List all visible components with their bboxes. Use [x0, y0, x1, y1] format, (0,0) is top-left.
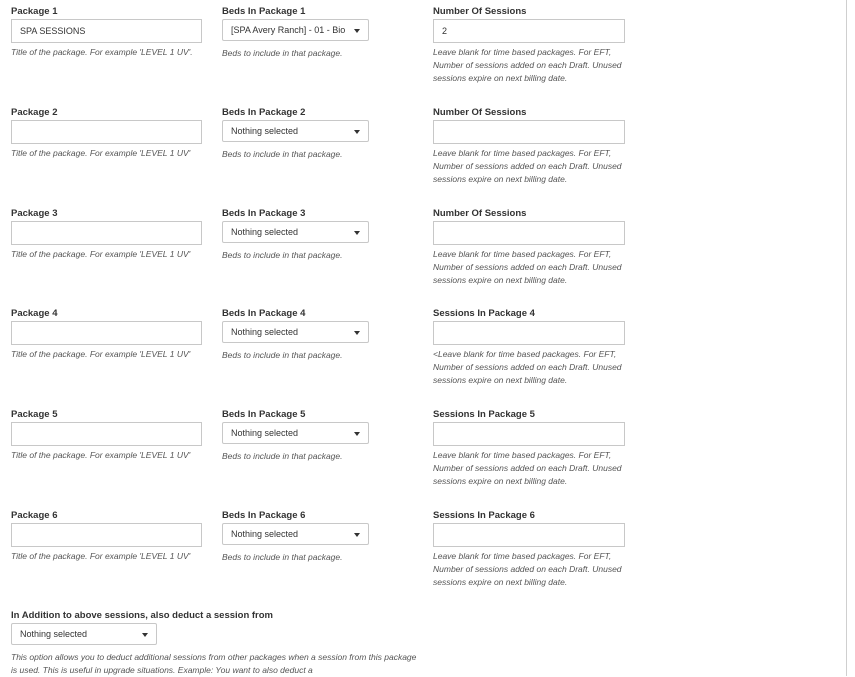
sessions-group-2 — [433, 103, 633, 186]
sessions-help: <Leave blank for time based packages. For EFT, Number of sessions added on each Draft. Unused sessions expire on next billing date. — [433, 349, 622, 385]
package-title-group-1 — [11, 2, 206, 59]
caret-down-icon — [354, 533, 360, 537]
beds-group-6 — [222, 506, 422, 564]
package-title-help: Title of the package. For example 'LEVEL 1 UV' — [11, 551, 191, 561]
additional-deduct-select[interactable] — [11, 623, 157, 645]
package-title-label: Package 1 — [11, 6, 58, 17]
sessions-label: Number Of Sessions — [433, 6, 527, 17]
beds-label: Beds In Package 6 — [222, 510, 306, 521]
additional-deduct-help: This option allows you to deduct additional sessions from other packages when a session from this package is used. This is useful in upgrade situations. Example: You want to also deduct a — [11, 652, 417, 675]
beds-select-value: Nothing selected — [231, 529, 299, 539]
beds-help: Beds to include in that package. — [222, 552, 343, 562]
beds-label: Beds In Package 4 — [222, 308, 306, 319]
beds-group-3 — [222, 204, 422, 262]
package-title-input[interactable] — [11, 120, 202, 144]
beds-select[interactable] — [222, 321, 369, 343]
beds-label: Beds In Package 5 — [222, 409, 306, 420]
beds-select[interactable] — [222, 422, 369, 444]
package-title-group-2 — [11, 103, 206, 160]
beds-select-value: Nothing selected — [231, 126, 299, 136]
beds-select-value: Nothing selected — [231, 428, 299, 438]
beds-help: Beds to include in that package. — [222, 250, 343, 260]
package-title-help: Title of the package. For example 'LEVEL 1 UV' — [11, 450, 191, 460]
package-title-group-3 — [11, 204, 206, 261]
sessions-group-1 — [433, 2, 633, 85]
caret-down-icon — [142, 633, 148, 637]
additional-deduct-select-value: Nothing selected — [20, 629, 88, 639]
sessions-help: Leave blank for time based packages. For EFT, Number of sessions added on each Draft. Unused sessions expire on next billing date. — [433, 551, 622, 587]
beds-select-value: Nothing selected — [231, 327, 299, 337]
sessions-label: Sessions In Package 6 — [433, 510, 535, 521]
beds-select[interactable] — [222, 19, 369, 41]
package-title-label: Package 2 — [11, 107, 58, 118]
package-title-input[interactable] — [11, 19, 202, 43]
package-title-group-4 — [11, 304, 206, 361]
beds-select-value: Nothing selected — [231, 227, 299, 237]
sessions-input[interactable] — [433, 422, 625, 446]
package-title-label: Package 6 — [11, 510, 58, 521]
beds-help: Beds to include in that package. — [222, 48, 343, 58]
beds-help: Beds to include in that package. — [222, 350, 343, 360]
package-title-help: Title of the package. For example 'LEVEL 1 UV' — [11, 249, 191, 259]
sessions-label: Sessions In Package 5 — [433, 409, 535, 420]
sessions-help: Leave blank for time based packages. For EFT, Number of sessions added on each Draft. Unused sessions expire on next billing date. — [433, 450, 622, 486]
beds-select[interactable] — [222, 120, 369, 142]
sessions-group-5 — [433, 405, 633, 488]
beds-label: Beds In Package 2 — [222, 107, 306, 118]
sessions-label: Number Of Sessions — [433, 107, 527, 118]
beds-group-1 — [222, 2, 422, 60]
caret-down-icon — [354, 29, 360, 33]
sessions-group-6 — [433, 506, 633, 589]
beds-help: Beds to include in that package. — [222, 451, 343, 461]
package-title-input[interactable] — [11, 523, 202, 547]
sessions-input[interactable] — [433, 523, 625, 547]
caret-down-icon — [354, 231, 360, 235]
beds-group-5 — [222, 405, 422, 463]
package-title-group-6 — [11, 506, 206, 563]
sessions-input[interactable] — [433, 120, 625, 144]
beds-group-2 — [222, 103, 422, 161]
beds-label: Beds In Package 3 — [222, 208, 306, 219]
sessions-label: Number Of Sessions — [433, 208, 527, 219]
form-right-border — [846, 0, 847, 676]
sessions-label: Sessions In Package 4 — [433, 308, 535, 319]
package-title-label: Package 4 — [11, 308, 58, 319]
sessions-group-4 — [433, 304, 633, 387]
package-title-label: Package 5 — [11, 409, 58, 420]
sessions-input[interactable] — [433, 221, 625, 245]
beds-select[interactable] — [222, 221, 369, 243]
beds-select-value: [SPA Avery Ranch] - 01 - Bio — [231, 25, 346, 35]
sessions-help: Leave blank for time based packages. For EFT, Number of sessions added on each Draft. Unused sessions expire on next billing date. — [433, 47, 622, 83]
caret-down-icon — [354, 130, 360, 134]
sessions-help: Leave blank for time based packages. For EFT, Number of sessions added on each Draft. Unused sessions expire on next billing date. — [433, 249, 622, 285]
package-title-group-5 — [11, 405, 206, 462]
package-title-help: Title of the package. For example 'LEVEL 1 UV' — [11, 349, 191, 359]
additional-deduct-group — [11, 606, 431, 677]
additional-deduct-label: In Addition to above sessions, also deduct a session from — [11, 610, 274, 621]
caret-down-icon — [354, 432, 360, 436]
package-title-input[interactable] — [11, 422, 202, 446]
package-title-input[interactable] — [11, 321, 202, 345]
package-title-help: Title of the package. For example 'LEVEL 1 UV'. — [11, 47, 193, 57]
caret-down-icon — [354, 331, 360, 335]
sessions-input[interactable] — [433, 321, 625, 345]
beds-help: Beds to include in that package. — [222, 149, 343, 159]
beds-group-4 — [222, 304, 422, 362]
package-title-input[interactable] — [11, 221, 202, 245]
beds-label: Beds In Package 1 — [222, 6, 306, 17]
package-title-label: Package 3 — [11, 208, 58, 219]
sessions-help: Leave blank for time based packages. For EFT, Number of sessions added on each Draft. Unused sessions expire on next billing date. — [433, 148, 622, 184]
sessions-input[interactable] — [433, 19, 625, 43]
beds-select[interactable] — [222, 523, 369, 545]
package-title-help: Title of the package. For example 'LEVEL 1 UV' — [11, 148, 191, 158]
sessions-group-3 — [433, 204, 633, 287]
